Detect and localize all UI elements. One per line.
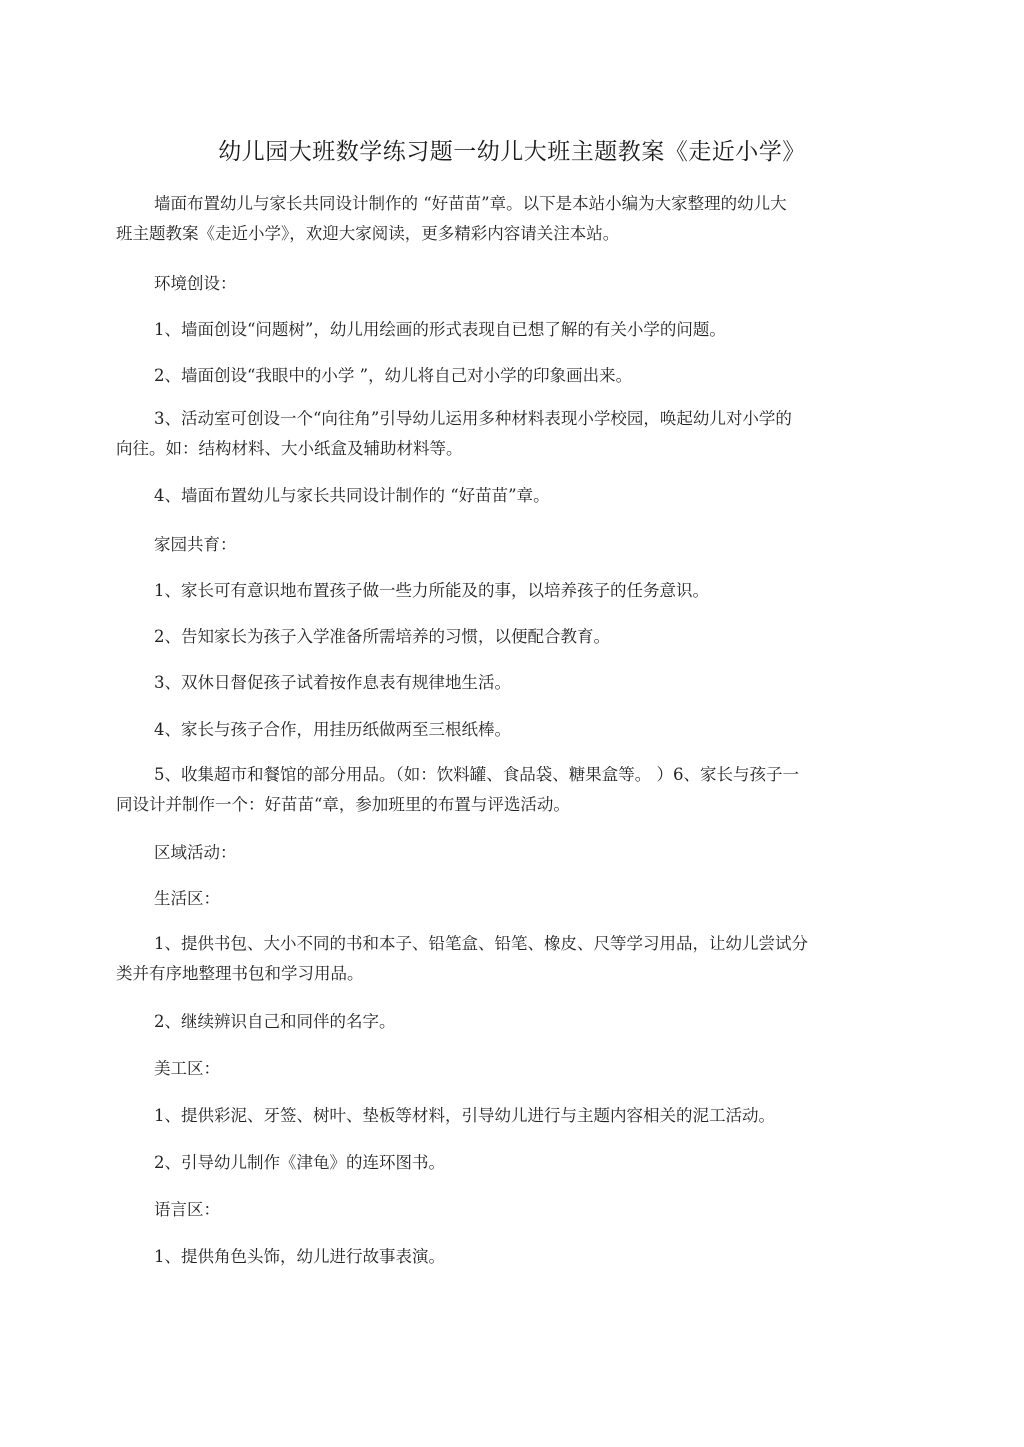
section-heading-language-area <box>116 1196 916 1224</box>
paragraph-line: 1、提供彩泥、牙签、树叶、垫板等材料，引导幼儿进行与主题内容相关的泥工活动。 <box>154 1106 775 1125</box>
paragraph-line: 2、告知家长为孩子入学准备所需培养的习惯，以便配合教育。 <box>154 627 610 646</box>
paragraph-line: 1、墙面创设“问题树”，幼儿用绘画的形式表现自已想了解的有关小学的问题。 <box>154 320 726 339</box>
document-title: 幼儿园大班数学练习题一幼儿大班主题教案《走近小学》 <box>218 139 806 165</box>
section-heading-art-area <box>116 1055 916 1083</box>
section-heading-home-school <box>116 531 916 559</box>
list-item <box>116 1102 916 1130</box>
list-item <box>116 930 916 988</box>
paragraph-line: 2、引导幼儿制作《津龟》的连环图书。 <box>154 1153 445 1172</box>
paragraph-line: 4、家长与孩子合作，用挂历纸做两至三根纸棒。 <box>154 720 511 739</box>
list-item <box>116 716 916 744</box>
list-item <box>116 1008 916 1036</box>
list-item <box>116 1243 916 1271</box>
paragraph-line: 2、墙面创设“我眼中的小学 ”，幼儿将自己对小学的印象画出来。 <box>154 366 633 385</box>
paragraph-intro <box>116 190 916 248</box>
list-item <box>116 1149 916 1177</box>
list-item <box>116 316 916 344</box>
paragraph-line: 3、双休日督促孩子试着按作息表有规律地生活。 <box>154 673 511 692</box>
section-heading-area-activities <box>116 839 916 867</box>
paragraph-line: 同设计并制作一个：好苗苗“章，参加班里的布置与评选活动。 <box>116 795 570 814</box>
paragraph-line: 环境创设： <box>154 274 237 293</box>
paragraph-line: 家园共育： <box>154 535 237 554</box>
list-item <box>116 761 916 819</box>
paragraph-line: 2、继续辨识自己和同伴的名字。 <box>154 1012 396 1031</box>
paragraph-line: 5、收集超市和餐馆的部分用品。（如：饮料罐、食品袋、糖果盒等。 ）6、家长与孩子一 <box>154 765 799 784</box>
paragraph-line: 1、提供角色头饰，幼儿进行故事表演。 <box>154 1247 445 1266</box>
paragraph-line: 4、墙面布置幼儿与家长共同设计制作的 “好苗苗”章。 <box>154 486 550 505</box>
list-item <box>116 405 916 463</box>
paragraph-line: 班主题教案《走近小学》，欢迎大家阅读，更多精彩内容请关注本站。 <box>116 224 620 243</box>
list-item <box>116 577 916 605</box>
paragraph-line: 类并有序地整理书包和学习用品。 <box>116 964 364 983</box>
paragraph-line: 区域活动： <box>154 843 237 862</box>
paragraph-line: 向往。如：结构材料、大小纸盒及辅助材料等。 <box>116 439 463 458</box>
paragraph-line: 1、家长可有意识地布置孩子做一些力所能及的事，以培养孩子的任务意识。 <box>154 581 709 600</box>
paragraph-line: 3、活动室可创设一个“向往角”引导幼儿运用多种材料表现小学校园，唤起幼儿对小学的 <box>154 409 792 428</box>
paragraph-line: 墙面布置幼儿与家长共同设计制作的 “好苗苗”章。以下是本站小编为大家整理的幼儿大 <box>154 194 787 213</box>
paragraph-line: 语言区： <box>154 1200 220 1219</box>
paragraph-line: 美工区： <box>154 1059 220 1078</box>
list-item <box>116 623 916 651</box>
paragraph-line: 生活区： <box>154 889 220 908</box>
list-item <box>116 669 916 697</box>
list-item <box>116 482 916 510</box>
section-heading-environment <box>116 270 916 298</box>
section-heading-life-area <box>116 885 916 913</box>
list-item <box>116 362 916 390</box>
paragraph-line: 1、提供书包、大小不同的书和本子、铅笔盒、铅笔、橡皮、尺等学习用品，让幼儿尝试分 <box>154 934 808 953</box>
